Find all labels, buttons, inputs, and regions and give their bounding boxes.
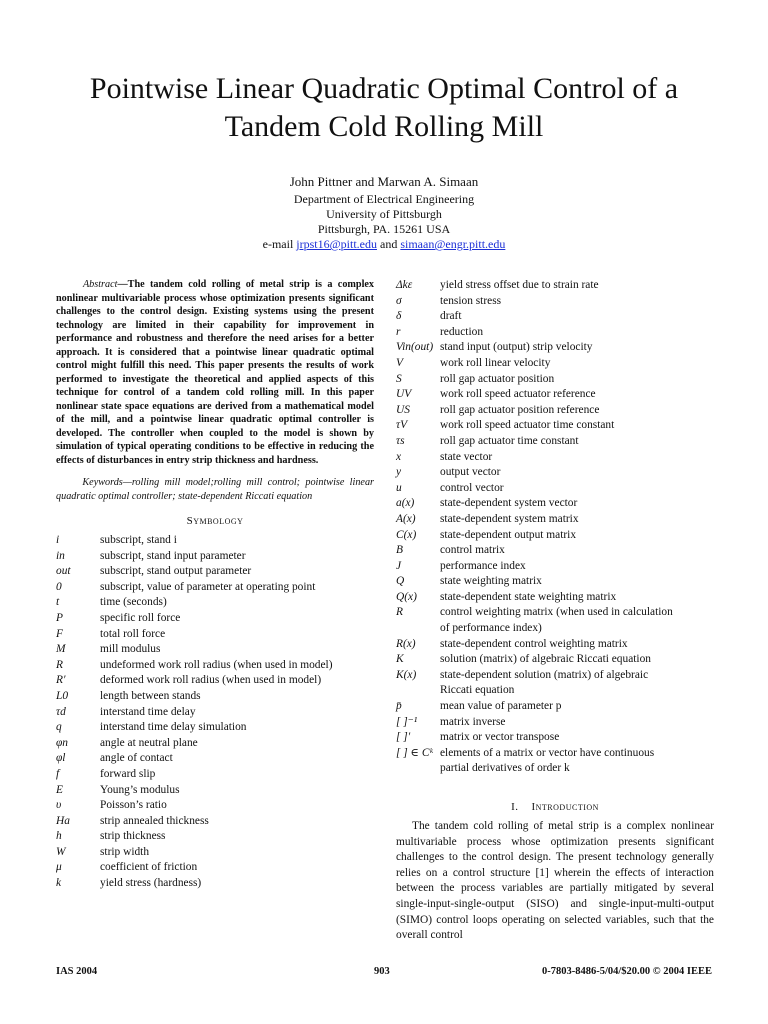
symbol-description: state vector	[440, 450, 493, 463]
symbol-description: mill modulus	[100, 643, 161, 656]
symbol-row	[396, 543, 714, 559]
symbol-row	[396, 465, 714, 481]
symbol-description: angle at neutral plane	[100, 736, 198, 749]
symbol-row	[56, 673, 374, 689]
symbol: US	[396, 403, 410, 416]
symbol: R	[396, 606, 403, 619]
symbol: f	[56, 767, 60, 780]
symbol: P	[56, 611, 63, 624]
symbol: 0	[56, 580, 62, 593]
symbol-row	[396, 746, 714, 762]
symbol: out	[56, 565, 71, 578]
symbol-row	[56, 814, 374, 830]
symbol: t	[56, 596, 60, 609]
symbol-description: coefficient of friction	[100, 861, 198, 874]
symbol-description: roll gap actuator position reference	[440, 403, 600, 416]
symbol-row	[396, 683, 714, 699]
symbol-row	[396, 621, 714, 637]
symbol-row	[396, 356, 714, 372]
symbol-row	[396, 450, 714, 466]
symbol-row	[396, 309, 714, 325]
symbol-row	[396, 605, 714, 621]
symbol-row	[56, 751, 374, 767]
symbol-description: Poisson’s ratio	[100, 799, 167, 812]
symbol: φn	[56, 736, 68, 749]
symbol-row	[56, 720, 374, 736]
symbol: R	[56, 658, 63, 671]
symbol-row	[396, 668, 714, 684]
introduction-text: The tandem cold rolling of metal strip is a complex nonlinear multivariable process whose optimization presents significant challenges to the control design. The present technology generally relies on a control structure [1] wherein the effects of interaction between the process variables are partially mitigated by several single-input-single-output (SISO) and single-input-multi-output (SIMO) control loops operating on selected variables, such that the overall control	[396, 820, 714, 942]
symbol-description: forward slip	[100, 767, 156, 780]
symbol-row	[56, 783, 374, 799]
symbol: Ha	[56, 814, 70, 827]
symbol-description: partial derivatives of order k	[440, 762, 570, 775]
symbol-description: subscript, value of parameter at operating point	[100, 580, 316, 593]
symbol-description: specific roll force	[100, 611, 181, 624]
keywords-lead: Keywords	[82, 477, 123, 488]
symbol-row	[396, 278, 714, 294]
symbol-row	[396, 340, 714, 356]
symbol-description: yield stress (hardness)	[100, 877, 202, 890]
symbol-list-right	[396, 278, 714, 777]
symbol-description: matrix inverse	[440, 715, 506, 728]
symbol-row	[56, 705, 374, 721]
symbol-row	[56, 533, 374, 549]
symbol-row	[56, 658, 374, 674]
symbol: C(x)	[396, 528, 417, 541]
symbol: τV	[396, 419, 408, 432]
email-and: and	[377, 237, 401, 251]
symbol: x	[396, 450, 402, 463]
symbol: μ	[56, 861, 62, 874]
symbol-row	[56, 627, 374, 643]
symbol: u	[396, 481, 402, 494]
symbol-row	[396, 496, 714, 512]
symbol: δ	[396, 310, 402, 323]
symbol: J	[396, 559, 402, 572]
email-line	[0, 237, 768, 252]
symbol-description: work roll speed actuator time constant	[440, 419, 615, 432]
symbol-description: strip annealed thickness	[100, 814, 209, 827]
page-footer	[56, 966, 712, 982]
symbol-description: state-dependent system vector	[440, 497, 578, 510]
symbol-row	[396, 528, 714, 544]
symbol-description: control vector	[440, 481, 504, 494]
symbol: S	[396, 372, 402, 385]
symbol-description: work roll speed actuator reference	[440, 388, 596, 401]
symbol-row	[396, 559, 714, 575]
symbol-row	[396, 512, 714, 528]
symbol	[396, 683, 440, 699]
authors: John Pittner and Marwan A. Simaan	[289, 174, 479, 189]
symbol-row	[396, 372, 714, 388]
symbol-description: Riccati equation	[440, 684, 515, 697]
symbol: r	[396, 325, 401, 338]
symbol-description: of performance index)	[440, 622, 542, 635]
abstract-lead: Abstract	[82, 279, 118, 290]
symbol-row	[56, 580, 374, 596]
symbol-description: state weighting matrix	[440, 575, 542, 588]
symbol-description: performance index	[440, 559, 526, 572]
symbol-row	[56, 564, 374, 580]
paper-title	[40, 70, 728, 146]
symbol-description: state-dependent system matrix	[440, 512, 579, 525]
symbol-row	[396, 434, 714, 450]
symbol: k	[56, 877, 62, 890]
symbol: B	[396, 544, 403, 557]
symbol-description: state-dependent output matrix	[440, 528, 577, 541]
symbol-description: control matrix	[440, 544, 505, 557]
symbol: K	[396, 653, 404, 666]
symbol-row	[396, 325, 714, 341]
symbol-description: strip thickness	[100, 830, 166, 843]
symbol: M	[56, 643, 66, 656]
symbol-row	[396, 730, 714, 746]
symbol: Δkε	[396, 279, 413, 291]
department: Department of Electrical Engineering	[293, 192, 475, 206]
symbol: y	[396, 466, 402, 479]
symbol-list-left	[56, 533, 374, 892]
footer-copyright: 0-7803-8486-5/04/$20.00 © 2004 IEEE	[541, 966, 712, 977]
symbol: E	[56, 783, 63, 796]
abstract	[56, 278, 374, 467]
symbol-description: elements of a matrix or vector have continuous	[440, 746, 655, 759]
symbol: Q	[396, 575, 405, 588]
email-link-2[interactable]: simaan@engr.pitt.edu	[400, 237, 506, 251]
symbol: i	[56, 534, 60, 546]
symbol-description: state-dependent control weighting matrix	[440, 637, 628, 650]
symbol-description: tension stress	[440, 294, 502, 307]
symbol: W	[56, 845, 66, 858]
symbol-description: control weighting matrix (when used in calculation	[440, 606, 673, 619]
symbol-row	[396, 574, 714, 590]
symbology-heading	[56, 515, 374, 527]
symbol-row	[396, 294, 714, 310]
symbol-description: time (seconds)	[100, 596, 167, 609]
symbol-description: stand input (output) strip velocity	[440, 341, 593, 354]
symbol-description: mean value of parameter p	[440, 700, 562, 713]
symbol-row	[396, 652, 714, 668]
symbol: h	[56, 830, 62, 843]
symbol: [ ]′	[396, 731, 411, 744]
symbol-description: reduction	[440, 325, 484, 338]
title-line-1: Pointwise Linear Quadratic Optimal Control of a	[89, 72, 679, 105]
symbol: [ ] ∈ Cᵏ	[396, 746, 433, 759]
symbol-description: angle of contact	[100, 752, 173, 765]
symbol: τd	[56, 705, 66, 718]
symbol-description: subscript, stand i	[100, 534, 177, 546]
footer-conference: IAS 2004	[56, 966, 98, 977]
symbol: K(x)	[396, 668, 417, 681]
abstract-dash: —	[117, 279, 128, 290]
symbol	[396, 761, 440, 777]
university: University of Pittsburgh	[326, 207, 442, 221]
symbol-description: output vector	[440, 466, 501, 479]
symbol: A(x)	[396, 512, 416, 525]
symbol: a(x)	[396, 497, 415, 510]
symbol-description: yield stress offset due to strain rate	[440, 279, 599, 291]
symbol-row	[56, 829, 374, 845]
symbol: τs	[396, 434, 405, 447]
symbol	[396, 621, 440, 637]
symbol-row	[56, 845, 374, 861]
symbol-row	[56, 549, 374, 565]
symbol-row	[56, 798, 374, 814]
symbol-row	[396, 403, 714, 419]
left-column	[56, 278, 374, 892]
symbol: σ	[396, 294, 402, 307]
symbol-row	[396, 590, 714, 606]
symbol-row	[56, 642, 374, 658]
symbol-description: undeformed work roll radius (when used in model)	[100, 658, 333, 671]
symbol-row	[396, 715, 714, 731]
symbol-row	[56, 767, 374, 783]
symbol: UV	[396, 388, 412, 401]
symbol-description: matrix or vector transpose	[440, 731, 560, 744]
symbol: Vin(out)	[396, 341, 434, 354]
symbol: p̄	[396, 700, 402, 713]
symbol-description: state-dependent solution (matrix) of algebraic	[440, 668, 649, 681]
email-prefix: e-mail	[262, 237, 297, 251]
symbol-description: draft	[440, 310, 462, 323]
symbol-row	[396, 481, 714, 497]
symbol-row	[56, 689, 374, 705]
symbol-row	[396, 418, 714, 434]
symbol-description: subscript, stand output parameter	[100, 565, 252, 578]
symbol-description: length between stands	[100, 689, 201, 702]
title-line-2: Tandem Cold Rolling Mill	[224, 110, 544, 143]
symbol-row	[56, 736, 374, 752]
symbol: φl	[56, 752, 66, 765]
abstract-text: The tandem cold rolling of metal strip is a complex nonlinear multivariable process whose optimization presents significant challenges to the control design. Existing systems using the present technology are limited in their capability for improvement in performance and robustness and therefore the need arises for a better approach. It is considered that a pointwise linear quadratic optimal control might fulfill this need. This paper presents the results of work performed to investigate the theoretical and applied aspects of this technique for control of a tandem cold rolling mill. In this paper nonlinear state space equations are derived from a mathematical model of the mill, and a pointwise linear quadratic optimal controller is developed. The controller when coupled to the model is shown by simulation of typical operating conditions to be effective in reducing the effects of disturbances in entry strip thickness and hardness.	[56, 279, 375, 466]
symbol-description: subscript, stand input parameter	[100, 549, 246, 562]
symbol: υ	[56, 799, 62, 812]
symbol-description: work roll linear velocity	[440, 356, 551, 369]
symbol-description: Young’s modulus	[100, 783, 180, 796]
symbol-description: roll gap actuator time constant	[440, 434, 579, 447]
symbol-description: total roll force	[100, 627, 166, 640]
symbol: V	[396, 356, 403, 369]
symbol: F	[56, 627, 63, 640]
symbol: R′	[56, 674, 66, 687]
footer-page-number: 903	[374, 966, 390, 977]
symbol-row	[56, 611, 374, 627]
symbol-description: interstand time delay simulation	[100, 721, 247, 734]
affiliation	[0, 192, 768, 252]
symbol-row	[396, 637, 714, 653]
symbol: L0	[56, 689, 69, 702]
symbol: R(x)	[396, 637, 416, 650]
symbol-row	[396, 699, 714, 715]
symbol-description: solution (matrix) of algebraic Riccati equation	[440, 653, 651, 666]
symbology-heading-text: Symbology	[186, 515, 244, 527]
symbol: q	[56, 721, 62, 734]
symbol-row	[396, 761, 714, 777]
keywords-text: —rolling mill model;rolling mill control; pointwise linear quadratic optimal controller; state-dependent Riccati equation	[56, 477, 375, 502]
symbol-row	[56, 595, 374, 611]
symbol-row	[56, 860, 374, 876]
symbol-description: state-dependent state weighting matrix	[440, 590, 617, 603]
symbol-description: roll gap actuator position	[440, 372, 555, 385]
keywords	[56, 476, 374, 503]
symbol-description: deformed work roll radius (when used in model)	[100, 674, 322, 687]
introduction-heading	[396, 801, 714, 813]
city: Pittsburgh, PA. 15261 USA	[317, 222, 451, 236]
intro-label: Introduction	[531, 801, 599, 813]
symbol: in	[56, 549, 65, 562]
symbol-row	[396, 387, 714, 403]
symbol-description: strip width	[100, 845, 150, 858]
symbol-row	[56, 876, 374, 892]
right-column	[396, 278, 714, 944]
email-link-1[interactable]: jrpst16@pitt.edu	[296, 237, 377, 251]
symbol: Q(x)	[396, 590, 417, 603]
symbol-description: interstand time delay	[100, 705, 196, 718]
intro-number: I.	[511, 801, 519, 813]
symbol: [ ]⁻¹	[396, 715, 418, 728]
